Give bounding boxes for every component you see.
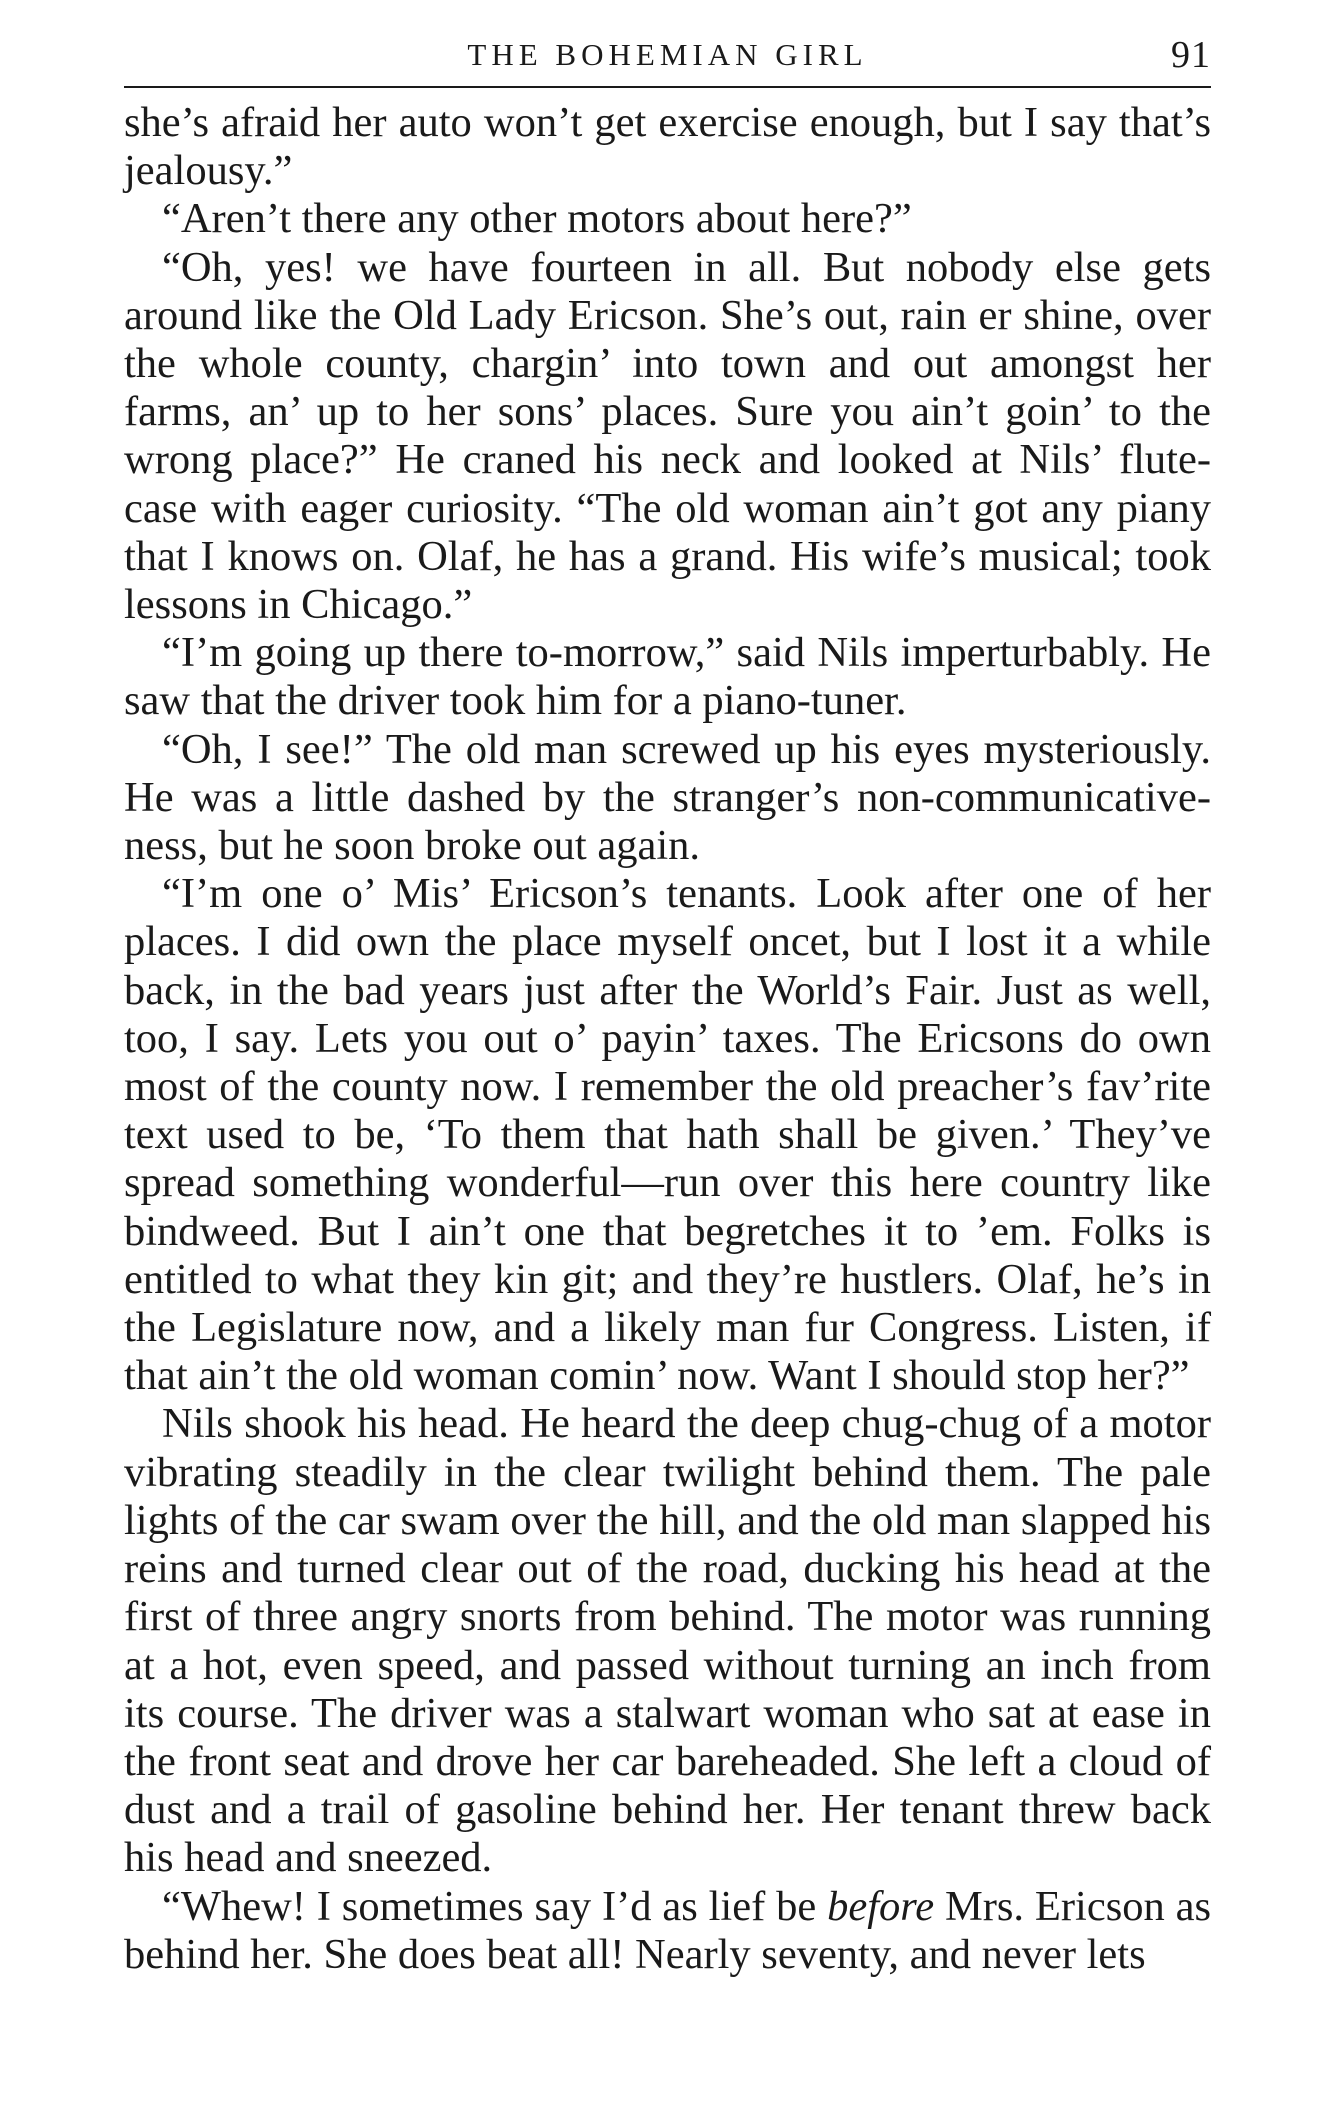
paragraph-text: “Whew! I sometimes say I’d as lief be	[162, 1882, 828, 1930]
paragraph-last	[124, 1883, 1211, 1979]
body-text	[124, 99, 1211, 1979]
emphasized-word: before	[827, 1882, 935, 1930]
paragraph-text: Mrs. Ericson as behind her. She does beat all! Nearly seventy, and never lets	[124, 1882, 1211, 1978]
paragraph: “Oh, I see!” The old man screwed up his eyes mysteriously. He was a little dashed by the stranger’s non-communicativeness, but he soon broke out again.	[124, 725, 1211, 870]
page-number: 91	[1171, 34, 1211, 76]
paragraph-continued: she’s afraid her auto won’t get exercise enough, but I say that’s jealousy.”	[124, 99, 1211, 195]
paragraph: Nils shook his head. He heard the deep chug-chug of a motor vibrating steadily in the clear twilight behind them. The pale lights of the car swam over the hill, and the old man slapped his reins and turned clear out of the road, ducking his head at the first of three angry snorts from behind. The motor was running at a hot, even speed, and passed without turning an inch from its course. The driver was a stalwart woman who sat at ease in the front seat and drove her car bareheaded. She left a cloud of dust and a trail of gasoline behind her. Her tenant threw back his head and sneezed.	[124, 1400, 1211, 1882]
running-title: THE BOHEMIAN GIRL	[467, 37, 868, 72]
paragraph: “I’m one o’ Mis’ Ericson’s tenants. Look after one of her places. I did own the place myself oncet, but I lost it a while back, in the bad years just after the World’s Fair. Just as well, too, I say. Lets you out o’ payin’ taxes. The Ericsons do own most of the county now. I remember the old preacher’s fav’rite text used to be, ‘To them that hath shall be given.’ They’ve spread something wonderful—run over this here country like bindweed. But I ain’t one that begretches it to ’em. Folks is entitled to what they kin git; and they’re hustlers. Olaf, he’s in the Legislature now, and a likely man fur Congress. Listen, if that ain’t the old woman comin’ now. Want I should stop her?”	[124, 870, 1211, 1400]
paragraph: “I’m going up there to-morrow,” said Nils imperturbably. He saw that the driver took him for a piano-tuner.	[124, 629, 1211, 725]
running-head	[124, 28, 1211, 82]
paragraph: “Oh, yes! we have fourteen in all. But nobody else gets around like the Old Lady Ericson. She’s out, rain er shine, over the whole county, chargin’ into town and out amongst her farms, an’ up to her sons’ places. Sure you ain’t goin’ to the wrong place?” He craned his neck and looked at Nils’ flute-case with eager curiosity. “The old woman ain’t got any piany that I knows on. Olaf, he has a grand. His wife’s musical; took lessons in Chicago.”	[124, 243, 1211, 629]
header-rule	[124, 86, 1211, 88]
paragraph: “Aren’t there any other motors about here?”	[162, 195, 912, 243]
